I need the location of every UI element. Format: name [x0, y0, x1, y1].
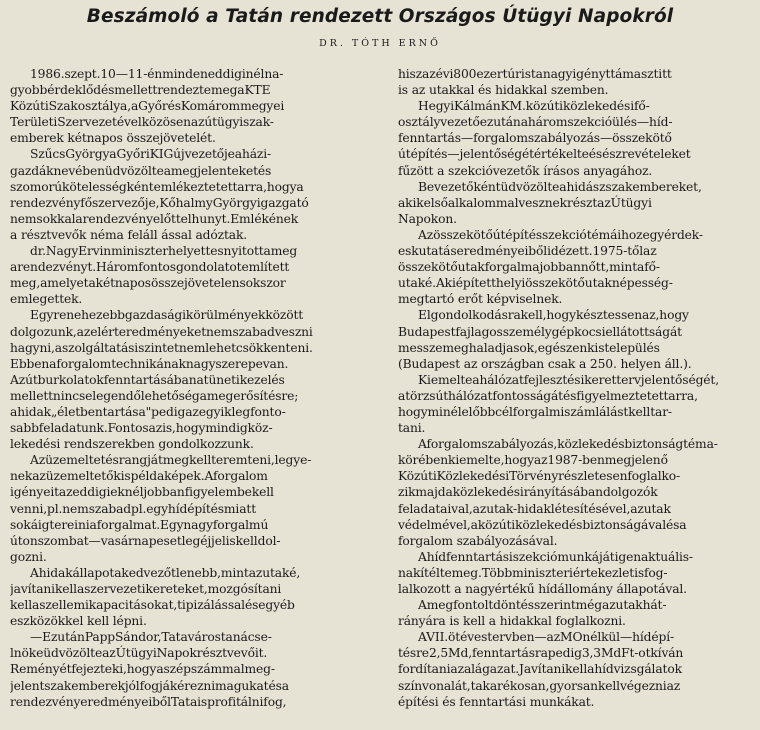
text-line: dr.NagyErvinminiszterhelyettesnyitottameg [30, 244, 298, 259]
text-line: Ahidakállapotakedvezőtlenebb,mintazutaké, [30, 565, 301, 580]
text-line: Budapestfajlagosszemélygépkocsiellátottságát [398, 324, 682, 339]
right-column [398, 66, 752, 710]
text-line: eskutatáseredményeibőlidézett.1975-tőlaz [398, 244, 657, 259]
text-line: hiszazévi800ezertúristanagyigényttámasztitt [398, 67, 672, 81]
text-line: rányára is kell a hidakkal foglalkozni. [398, 614, 626, 629]
text-line: megtartó erőt képviselnek. [398, 292, 563, 307]
text-line: Amegfontoltdöntésszerintmégazutakhát- [418, 598, 667, 613]
text-line: emberek kétnapos összejövetelét. [10, 131, 216, 146]
text-line: arendezvényt.Háromfontosgondolatotemlített [10, 260, 290, 275]
text-line: fenntartás—forgalomszabályozás—összekötő [398, 131, 672, 146]
text-line: utaké.Akiépítetthelyiösszekötőutaknépesség- [398, 276, 673, 291]
text-line: Ebbenaforgalomtechnikánaknagyszerepevan. [10, 356, 289, 371]
text-line: fordítaniazalágazat.Javítanikellahídvizsgálatok [398, 662, 682, 677]
text-line: útonszombat—vasárnapesetlegéjjeliskelldol- [10, 533, 281, 548]
text-line: igényeitazeddigieknéljobbanfigyelembekell [10, 485, 274, 500]
text-line: javítanikellaszervezetikereteket,mozgósítani [10, 582, 282, 596]
text-line: lalkozott a nagyértékű hídállomány állapotával. [398, 582, 687, 596]
text-line: hagyni,aszolgáltatásiszintetnemlehetcsökkenteni. [10, 340, 313, 355]
text-line: lnökeüdvözölteazÚtügyiNapokrésztvevőit. [10, 646, 268, 661]
left-column [10, 66, 360, 710]
text-line: dolgozunk,azelérteredményeketnemszabadveszni [10, 324, 313, 339]
text-line: Aforgalomszabályozás,közlekedésbiztonságtéma- [418, 437, 718, 452]
text-line: atörzsúthálózatfontosságátésfigyelmeztetettarra, [398, 388, 698, 403]
text-line: osztályvezetőezutánaháromszekcióülés—híd- [398, 115, 673, 130]
text-line: útépítés—jelentőségétértékelteésészrevételeket [398, 147, 691, 162]
text-line: körébenkiemelte,hogyaz1987-benmegjelenő [398, 453, 668, 468]
text-line: forgalom szabályozásával. [398, 533, 558, 548]
text-line: színvonalát,takarékosan,gyorsankellvégezniaz [398, 678, 681, 693]
text-line: szomorúkötelességkéntemlékeztetettarra,hogya [10, 179, 304, 194]
text-line: tani. [398, 421, 426, 436]
text-line: emlegettek. [10, 292, 83, 307]
text-line: gazdáknevébenüdvözölteamegjelenteketés [10, 163, 272, 178]
text-line: mellettnincselegendőlehetőségamegerősítésre; [10, 388, 299, 403]
text-line: KözútiKözlekedésiTörvényrészletesenfoglalko- [398, 469, 681, 484]
text-line: Kiemelteahálózatfejlesztésikerettervjelentőségét, [418, 372, 719, 387]
text-line: gozni. [10, 549, 47, 564]
text-line: Bevezetőkéntüdvözölteahidászszakembereket, [418, 179, 702, 194]
text-line: a résztvevők néma feláll ással adóztak. [10, 227, 248, 242]
text-line: feladataival,azutak-hidaklétesítésével,azutak [398, 501, 671, 516]
text-line: messzemeghaladjasok,egészenkistelepülés [398, 340, 660, 355]
text-line: sabbfeladatunk.Fontosazis,hogymindigköz- [10, 421, 273, 436]
text-line: gyobbérdeklődésmellettrendeztemegaKTE [10, 83, 271, 98]
text-line: SzűcsGyörgyaGyőriKIGújvezetőjeaházi- [30, 147, 272, 162]
text-line: építési és fenntartási munkákat. [398, 694, 595, 709]
text-line: Azösszekötőútépítésszekciótémáihozegyérdek- [418, 227, 703, 242]
text-line: AVII.ötévestervben—azMOnélkül—hídépí- [418, 630, 675, 645]
text-line: összekötőutakforgalmajobbannőtt,mintafő- [398, 260, 660, 275]
text-line: KözútiSzakosztálya,aGyőrésKomárommegyei [10, 99, 285, 114]
text-line: jelentszakemberekjólfogjákéreznimagukatésa [10, 678, 289, 693]
text-line: Napokon. [398, 211, 457, 226]
text-line: Reményétfejezteki,hogyaszépszámmalmeg- [10, 662, 275, 677]
text-line: hogyminélelőbbcélforgalmiszámlálástkelltar- [398, 404, 672, 419]
text-line: nekazüzemeltetőkispéldaképek.Aforgalom [10, 469, 268, 484]
text-line: akikelsőalkalommalvesznekrésztazÚtügyi [398, 195, 652, 210]
text-line: ahidak„életbentartása"pedigazegyiklegfonto- [10, 404, 286, 419]
text-line: Elgondolkodásrakell,hogykésztessenaz,hogy [418, 308, 689, 323]
text-line: Ahídfenntartásiszekciómunkájátigenaktuális- [418, 549, 693, 564]
text-line: —EzutánPappSándor,Tatavárostanácse- [30, 630, 272, 645]
text-line: HegyiKálmánKM.közútiközlekedésifő- [418, 99, 650, 114]
text-line: (Budapest az országban csak a 250. helyen áll.). [398, 356, 692, 371]
text-line: kellaszellemikapacitásokat,tipizálássalésegyéb [10, 598, 295, 613]
text-line: lekedési rendszerekben gondolkozzunk. [10, 437, 254, 452]
text-line: Azútburkolatokfenntartásábanatünetikezelés [10, 372, 285, 387]
text-line: nakítéltemeg.Többminiszteriértekezletisfog- [398, 565, 668, 580]
text-line: is az utakkal és hidakkal szemben. [398, 83, 609, 98]
text-line: védelmével,aközútiközlekedésbiztonságávalésa [398, 517, 687, 532]
text-line: nemsokkalarendezvényelőttelhunyt.Emlékének [10, 211, 299, 226]
text-line: TerületiSzervezetévelközösenazútügyiszak- [10, 115, 274, 130]
article-author: DR. TÓTH ERNŐ [319, 38, 441, 49]
text-line: Egyrenehezebbgazdaságikörülményekközött [30, 308, 304, 323]
text-line: sokáigtereiniaforgalmat.Egynagyforgalmú [10, 517, 269, 532]
text-line: meg,amelyetakétnaposösszejövetelensokszor [10, 276, 286, 291]
text-line: venni,pl.nemszabadpl.egyhídépítésmiatt [10, 501, 256, 516]
text-line: 1986.szept.10—11-énmindeneddiginélna- [30, 67, 284, 81]
text-line: rendezvényeredményeibőlTataisprofitálnifog, [10, 694, 287, 709]
text-line: eszközökkel kell lépni. [10, 614, 147, 629]
text-line: rendezvényfőszervezője,KőhalmyGyörgyigazgató [10, 195, 309, 210]
article-title: Beszámoló a Tatán rendezett Országos Útügyi Napokról [86, 6, 674, 27]
text-line: Azüzemeltetésrangjátmegkellteremteni,legye- [30, 453, 312, 468]
text-line: fűzött a szekcióvezetők írásos anyagához. [398, 163, 653, 178]
text-line: zikmajdaközlekedésirányításábandolgozók [398, 485, 658, 500]
text-line: tésre2,5Md,fenntartásrapedig3,3MdFt-otkíván [398, 646, 684, 661]
